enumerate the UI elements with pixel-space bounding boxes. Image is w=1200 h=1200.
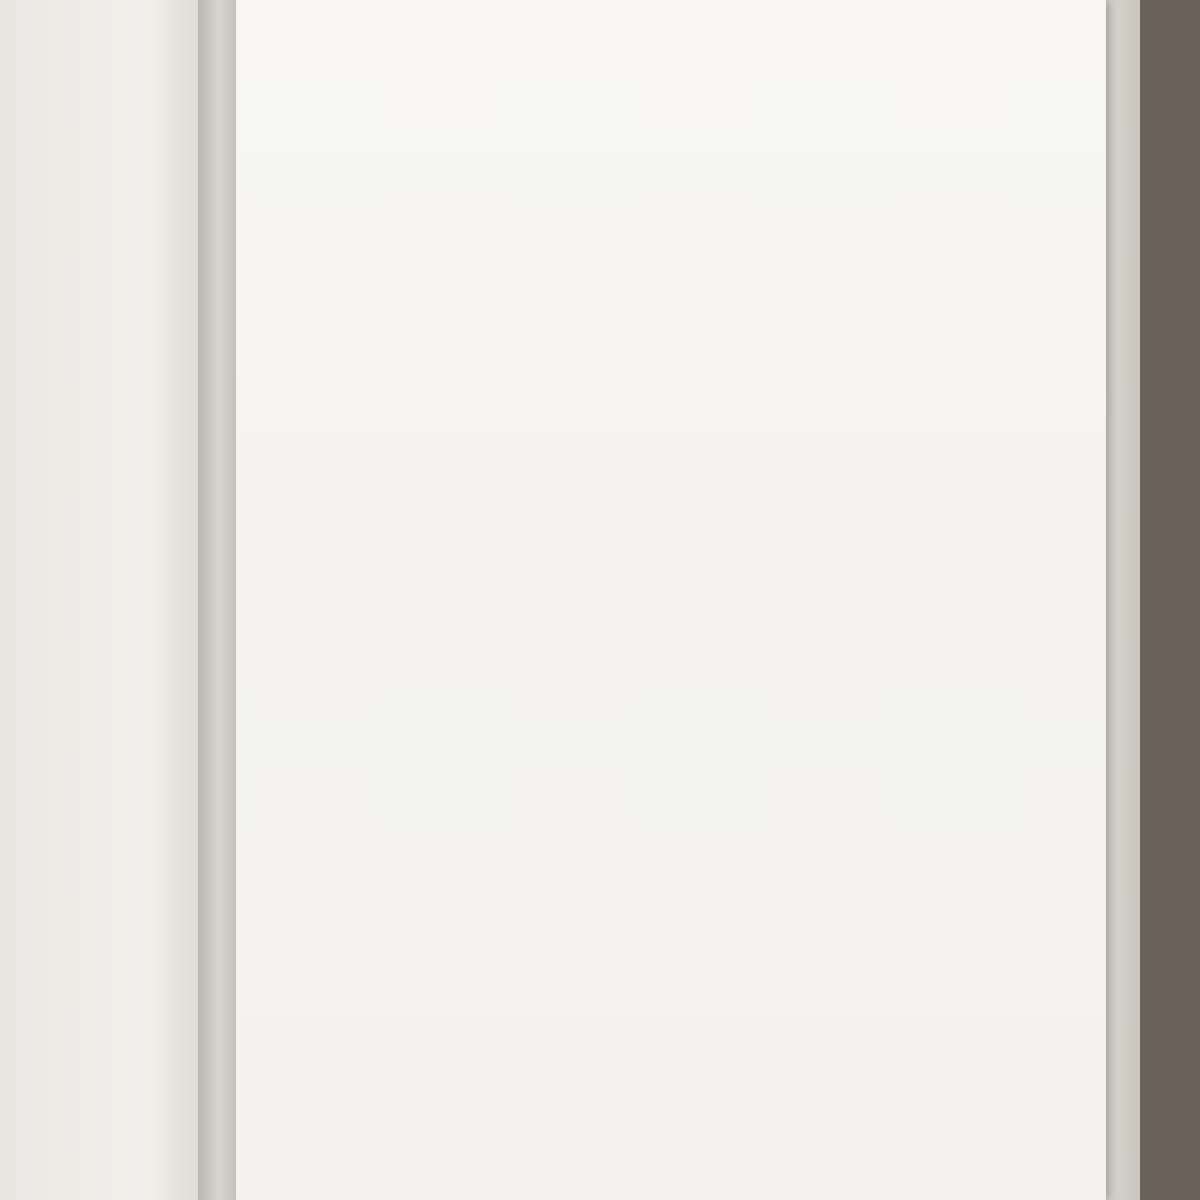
index-tabs	[1080, 0, 1200, 1200]
toc-page	[236, 0, 1106, 1200]
left-page	[0, 0, 212, 1200]
